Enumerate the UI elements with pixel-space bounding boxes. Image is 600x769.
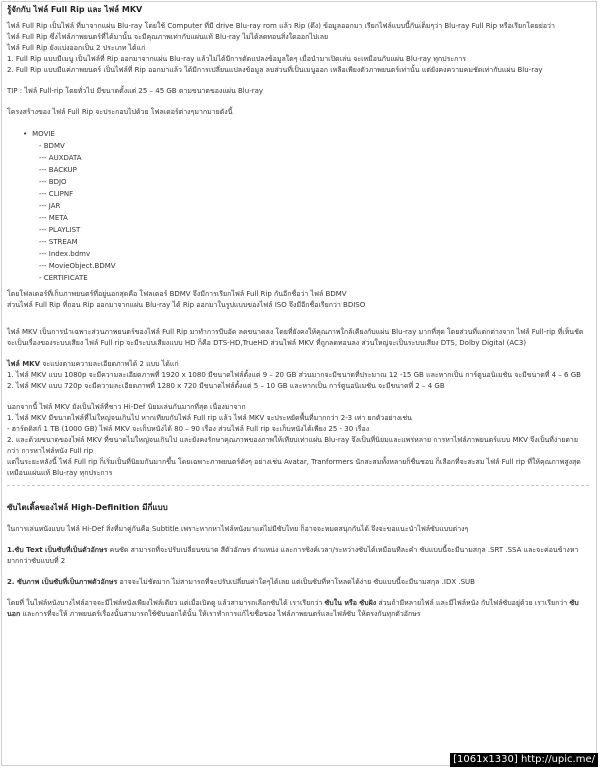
tree-item: --- META xyxy=(39,214,68,222)
subtitle-intro: ในการเล่นหนังแบบ ไฟล์ Hi-Def สิ่งที่มาคู่กันคือ Subtitle เพราะหากหาไฟล์หนังมาแต่ไม่มีซับไทย ก็อาจจะหมดสนุกกันได้ จึงจะขอแนะนำไฟล์ซับแบบต่างๆ xyxy=(7,525,469,533)
bdiso-note: ส่วนไฟล์ Full Rip ที่ถอน Rip ออกมาจากแผ่น Blu-ray ได้ Rip ออกมาในรูปแบบของไฟล์ ISO จึงมีอีกชื่อเรียกว่า BDISO xyxy=(7,301,366,309)
intro-line: ไฟล์ Full Rip เป็นไฟล์ ที่มาจากแผ่น Blu-ray โดยใช้ Computer ที่มี drive Blu-ray rom แล้ว Rip (ดึง) ข้อมูลออกมา เรียกไฟล์แบบนี้กันเต็มๆว่า Blu-ray Full Rip หรือเรียกโดยย่อว่า xyxy=(7,22,555,30)
closing-mid: ส่วนถ้ามีหลายไฟล์ และมีไฟล์หนัง กับไฟล์ซับอยู่ด้วย เราเรียกว่า xyxy=(376,599,570,607)
subtitle-type-image xyxy=(7,577,589,588)
section-divider xyxy=(7,485,589,486)
tree-item: --- MovieObject.BDMV xyxy=(39,262,116,270)
closing-post: และการที่จะให้ ภาพยนตร์เรื่องนั้นสามารถใช้ซับนอกได้นั้น ให้เราทำการแก้ไขชื่อของ ไฟล์ภาพยนตร์และไฟล์ซับ ให้ตรงกันทุกตัวอักษร xyxy=(20,610,421,618)
tree-root: • MOVIE xyxy=(23,128,589,140)
intro-line: 1. Full Rip แบบมีเมนู เป็นไฟล์ที่ Rip ออกมาจากแผ่น Blu-ray แล้วไม่ได้มีการดัดแปลงข้อมูลใดๆ เมื่อนำมาเปิดเล่น จะเหมือนกับแผ่น Blu-ray ทุกประการ xyxy=(7,55,467,63)
intro-line: ไฟล์ Full Rip ยังแบ่งออกเป็น 2 ประเภท ได้แก่ xyxy=(7,44,146,52)
tree-item: --- BACKUP xyxy=(39,166,77,174)
sub2-rest: อาจจะไม่ชัดมาก ไม่สามารถที่จะปรับเปลี่ยนค่าใดๆได้เลย แต่เป็นซับที่หาโหลดได้ง่าย ซับแบบนี้จะมีนามสกุล .IDX .SUB xyxy=(117,578,475,586)
intro-line: 2. Full Rip แบบมีแค่ภาพยนตร์ เป็นไฟล์ที่ Rip ออกมาแล้ว ได้มีการเปลี่ยนแปลงข้อมูล ลบส่วนที่เป็นเมนูออก เหลือเพียงตัวภาพยนตร์เท่านั้น แต่ยังคงความคมชัดเท่ากับแผ่น Blu-ray xyxy=(7,66,543,74)
intro-line: ไฟล์ Full Rip ซึ่งไฟล์ภาพยนตร์ที่ได้มานั้น จะมีคุณภาพเท่ากับแผ่นแท้ Blu-ray ไม่ได้ลดทอนสิ่งใดออกไปเลย xyxy=(7,33,329,41)
article-title: รู้จักกับ ไฟล์ Full Rip และ ไฟล์ MKV xyxy=(7,5,143,14)
mkv-description: ไฟล์ MKV เป็นการนำเฉพาะส่วนภาพยนตร์ของไฟล์ Full Rip มาทำการบีบอัด ลดขนาดลง โดยที่ยังคงให้คุณภาพใกล้เคียงกับแผ่น Blu-ray มากที่สุด โดยส่วนที่แตกต่างจาก ไฟล์ Full-rip ที่เห็นชัด จะเป็นเรื่องของระบบเสียง ไฟล์ Full rip จะมีระบบเสียงแบบ HD ก็คือ DTS-HD,TrueHD ส่วนไฟล์ MKV ที่ถูกลดทอนลง ส่วนใหญ่จะเป็นระบบเสียง DTS, Dolby Digital (AC3) xyxy=(7,328,586,347)
bdmv-note: โดยโฟลเดอร์ที่เก็บภาพยนตร์ที่อยู่นอกสุดคือ โฟลเดอร์ BDMV จึงมีการเรียกไฟล์ Full Rip กันอีกชื่อว่า ไฟล์ BDMV xyxy=(7,290,347,298)
tree-item: --- CLIPNF xyxy=(39,190,74,198)
closing-paragraph xyxy=(7,598,589,620)
tree-item: - CERTIFICATE xyxy=(39,274,88,282)
tip-text: TIP : ไฟล์ Full-rip โดยทั่วไป มีขนาดตั้งแต่ 25 – 45 GB ตามขนาดของแผ่น Blu-ray xyxy=(7,87,264,95)
sub2-heading: 2. ซับภาพ เป็นซับที่เป็นภาพตัวอักษร xyxy=(7,578,118,586)
mkv-popular-line: แต่ในระยะหลังนี้ ไฟล์ Full rip ก็เริ่มเป็นที่นิยมกันมากขึ้น โดยเฉพาะภาพยนตร์ดังๆ อย่างเช่น Avatar, Tranformers นักสะสมทั้งหลายก็ชื่นชอบ ก็เลือกที่จะสะสม ไฟล์ Full rip ที่ให้คุณภาพสูงสุดเหมือนแผ่นแท้ Blu-ray ทุกประการ xyxy=(7,458,581,477)
subtitle-type-text xyxy=(7,545,589,567)
structure-intro: โครงสร้างของ ไฟล์ Full Rip จะประกอบไปด้วย โฟลเดอร์ต่างๆมากมายดังนี้ xyxy=(7,108,233,116)
mkv-popular-line: 1. ไฟล์ MKV มีขนาดไฟล์ที่ไม่ใหญ่จนเกินไป หากเทียบกับไฟล์ Full rip แล้ว ไฟล์ MKV จะประหยัดพื้นที่มากกว่า 2-3 เท่า ยกตัวอย่างเช่น xyxy=(7,414,412,422)
upic-watermark: [1061x1330] http://upic.me/ xyxy=(450,753,598,767)
tree-item: - BDMV xyxy=(39,142,65,150)
closing-bold-1: ซับใน หรือ ซับฝัง xyxy=(324,599,377,607)
tree-item: --- PLAYLIST xyxy=(39,226,81,234)
sub1-rest: คนซัด สามารถที่จะปรับเปลี่ยนขนาด สีตัวอักษร ตำแหน่ง และการซิงค์เวลา/ระหว่างซับได้เหมือนทีละคำ ซับแบบนี้จะมีนามสกุล .SRT .SSA และจะค่อนข้างหายากกว่าซับแบบที่ 2 xyxy=(7,546,579,565)
mkv-types-rest: จะแบ่งตามความละเอียดภาพได้ 2 แบบ ได้แก่ xyxy=(40,360,179,368)
mkv-type-item: 2. ไฟล์ MKV แบบ 720p จะมีความละเอียดภาพที่ 1280 x 720 มีขนาดไฟล์ตั้งแต่ 5 – 10 GB และหากเป็น การ์ตูนอนิเมชัน จะมีขนาดที่ 2 – 4 GB xyxy=(7,382,445,390)
mkv-types-intro xyxy=(7,359,589,370)
closing-pre: โดยที่ ในไฟล์หนังบางไฟล์อาจจะมีไฟล์หนังเพียงไฟล์เดียว แต่เมื่อเปิดดู แล้วสามารถเลือกซับได้ เราเรียกว่า xyxy=(7,599,325,607)
tree-item: --- BDJO xyxy=(39,178,67,186)
tree-item: --- Index.bdmv xyxy=(39,250,91,258)
mkv-popular-line: - ฮาร์ดดิสก์ 1 TB (1000 GB) ไฟล์ MKV จะเก็บหนังได้ 80 – 90 เรื่อง ส่วนไฟล์ Full rip จะเก็บหนังได้เพียง 25 - 30 เรื่อง xyxy=(7,425,370,433)
subtitle-section-title: ซับไตเติ้ลของไฟล์ High-Definition มีกี่แบบ xyxy=(7,503,168,512)
folder-tree xyxy=(23,128,589,284)
mkv-popular-line: นอกจากนี้ ไฟล์ MKV ยังเป็นไฟล์ที่ชาว Hi-Def นิยมเล่นกันมากที่สุด เนื่องมาจาก xyxy=(7,403,246,411)
sub1-heading: 1.ซับ Text เป็นซับที่เป็นตัวอักษร xyxy=(7,546,108,554)
tree-item: --- STREAM xyxy=(39,238,78,246)
tree-item: --- JAR xyxy=(39,202,61,210)
article-frame xyxy=(1,1,597,766)
mkv-popular-line: 2. และด้วยขนาดของไฟล์ MKV ที่ขนาดไม่ใหญ่จนเกินไป และยังคงรักษาคุณภาพของภาพให้เทียบเท่าแผ่น Blu-ray จึงเป็นที่นิยมและแพร่หลาย การหาไฟล์ภาพยนตร์แบบ MKV จึงเป็นที่ง่ายดายกว่า การหาไฟล์หนัง Full rip xyxy=(7,436,578,455)
mkv-term: ไฟล์ MKV xyxy=(7,360,41,368)
closing-bold-2: ซับนอก xyxy=(7,599,579,618)
tree-item: --- AUXDATA xyxy=(39,154,82,162)
mkv-type-item: 1. ไฟล์ MKV แบบ 1080p จะมีความละเอียดภาพที่ 1920 x 1080 มีขนาดไฟล์ตั้งแต่ 9 – 20 GB ส่วนมากจะมีขนาดที่ประมาณ 12 -15 GB และหากเป็น การ์ตูนอนิเมชัน จะมีขนาดที่ 4 – 6 GB xyxy=(7,371,581,379)
